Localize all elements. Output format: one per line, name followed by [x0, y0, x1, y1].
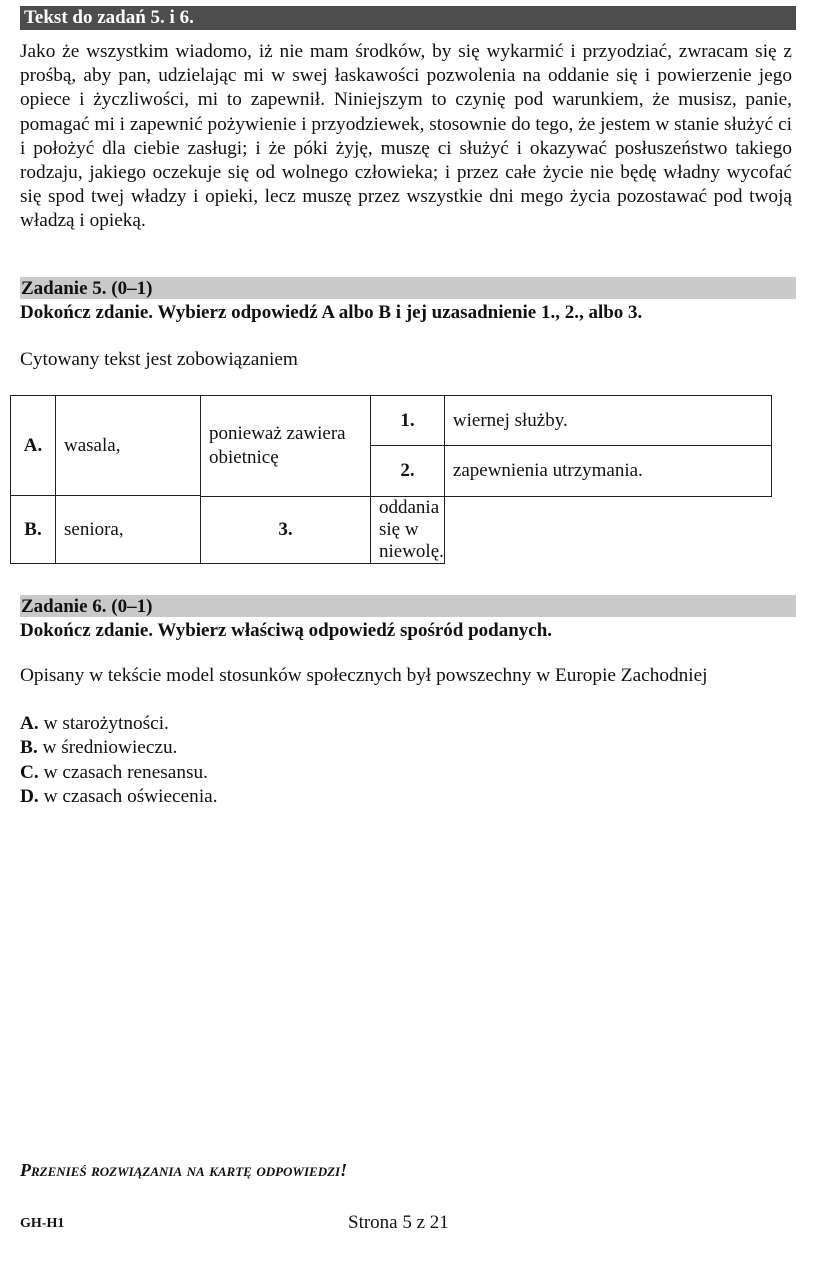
connector-text: ponieważ zawiera obietnicę: [201, 396, 371, 497]
transfer-answers-note: Przenieś rozwiązania na kartę odpowiedzi!: [20, 1160, 348, 1180]
source-text-header: Tekst do zadań 5. i 6.: [20, 6, 796, 30]
answer-c[interactable]: C. w czasach renesansu.: [20, 761, 208, 783]
answer-a[interactable]: A. w starożytności.: [20, 713, 169, 734]
option-b-letter[interactable]: B.: [11, 496, 56, 564]
reason-3-number[interactable]: 3.: [201, 497, 371, 564]
reason-1-text[interactable]: wiernej służby.: [444, 396, 771, 446]
reason-1-number[interactable]: 1.: [371, 396, 445, 446]
exam-code: GH-H1: [20, 1216, 65, 1231]
reason-2-number[interactable]: 2.: [371, 446, 445, 497]
source-passage: Jako że wszystkim wiadomo, iż nie mam środków, by się wykarmić i przyodziać, zwracam się z prośbą, aby pan, udzielając mi w swej łaskawości pozwolenia na oddanie się i powierzenie jego opiece i życzliwości, mi to zapewnił. Niniejszym to czynię pod warunkiem, że musisz, panie, pomagać mi i zapewnić pożywienie i przyodziewek, stosownie do tego, że jestem w stanie służyć ci i położyć dla ciebie zasługi; i że póki żyję, muszę ci służyć i okazywać posłuszeństwo takiego rodzaju, jakiego oczekuje się od wolnego człowieka; i przez całe życie nie będę władny wycofać się spod twej władzy i opieki, lecz muszę przez wszystkie dni mego życia pozostawać pod twoją władzą i opieką.: [20, 41, 792, 232]
task5-answer-table: [10, 395, 772, 564]
task6-stem: Opisany w tekście model stosunków społecznych był powszechny w Europie Zachodniej: [20, 665, 708, 686]
task6-answers: [20, 712, 218, 810]
answer-b[interactable]: B. w średniowieczu.: [20, 737, 178, 759]
task6-title: Zadanie 6. (0–1): [20, 595, 796, 617]
option-b-text[interactable]: seniora,: [56, 496, 201, 564]
reason-2-text[interactable]: zapewnienia utrzymania.: [444, 446, 771, 497]
option-a-text[interactable]: wasala,: [56, 396, 201, 496]
page-number: Strona 5 z 21: [348, 1212, 449, 1233]
task5-stem: Cytowany tekst jest zobowiązaniem: [20, 349, 298, 370]
answer-d[interactable]: D. w czasach oświecenia.: [20, 786, 218, 808]
reason-3-text[interactable]: oddania się w niewolę.: [371, 497, 445, 564]
task6-instruction: Dokończ zdanie. Wybierz właściwą odpowiedź spośród podanych.: [20, 620, 553, 641]
option-a-letter[interactable]: A.: [11, 396, 56, 496]
task5-title: Zadanie 5. (0–1): [20, 277, 796, 299]
task5-instruction: Dokończ zdanie. Wybierz odpowiedź A albo B i jej uzasadnienie 1., 2., albo 3.: [20, 302, 643, 323]
